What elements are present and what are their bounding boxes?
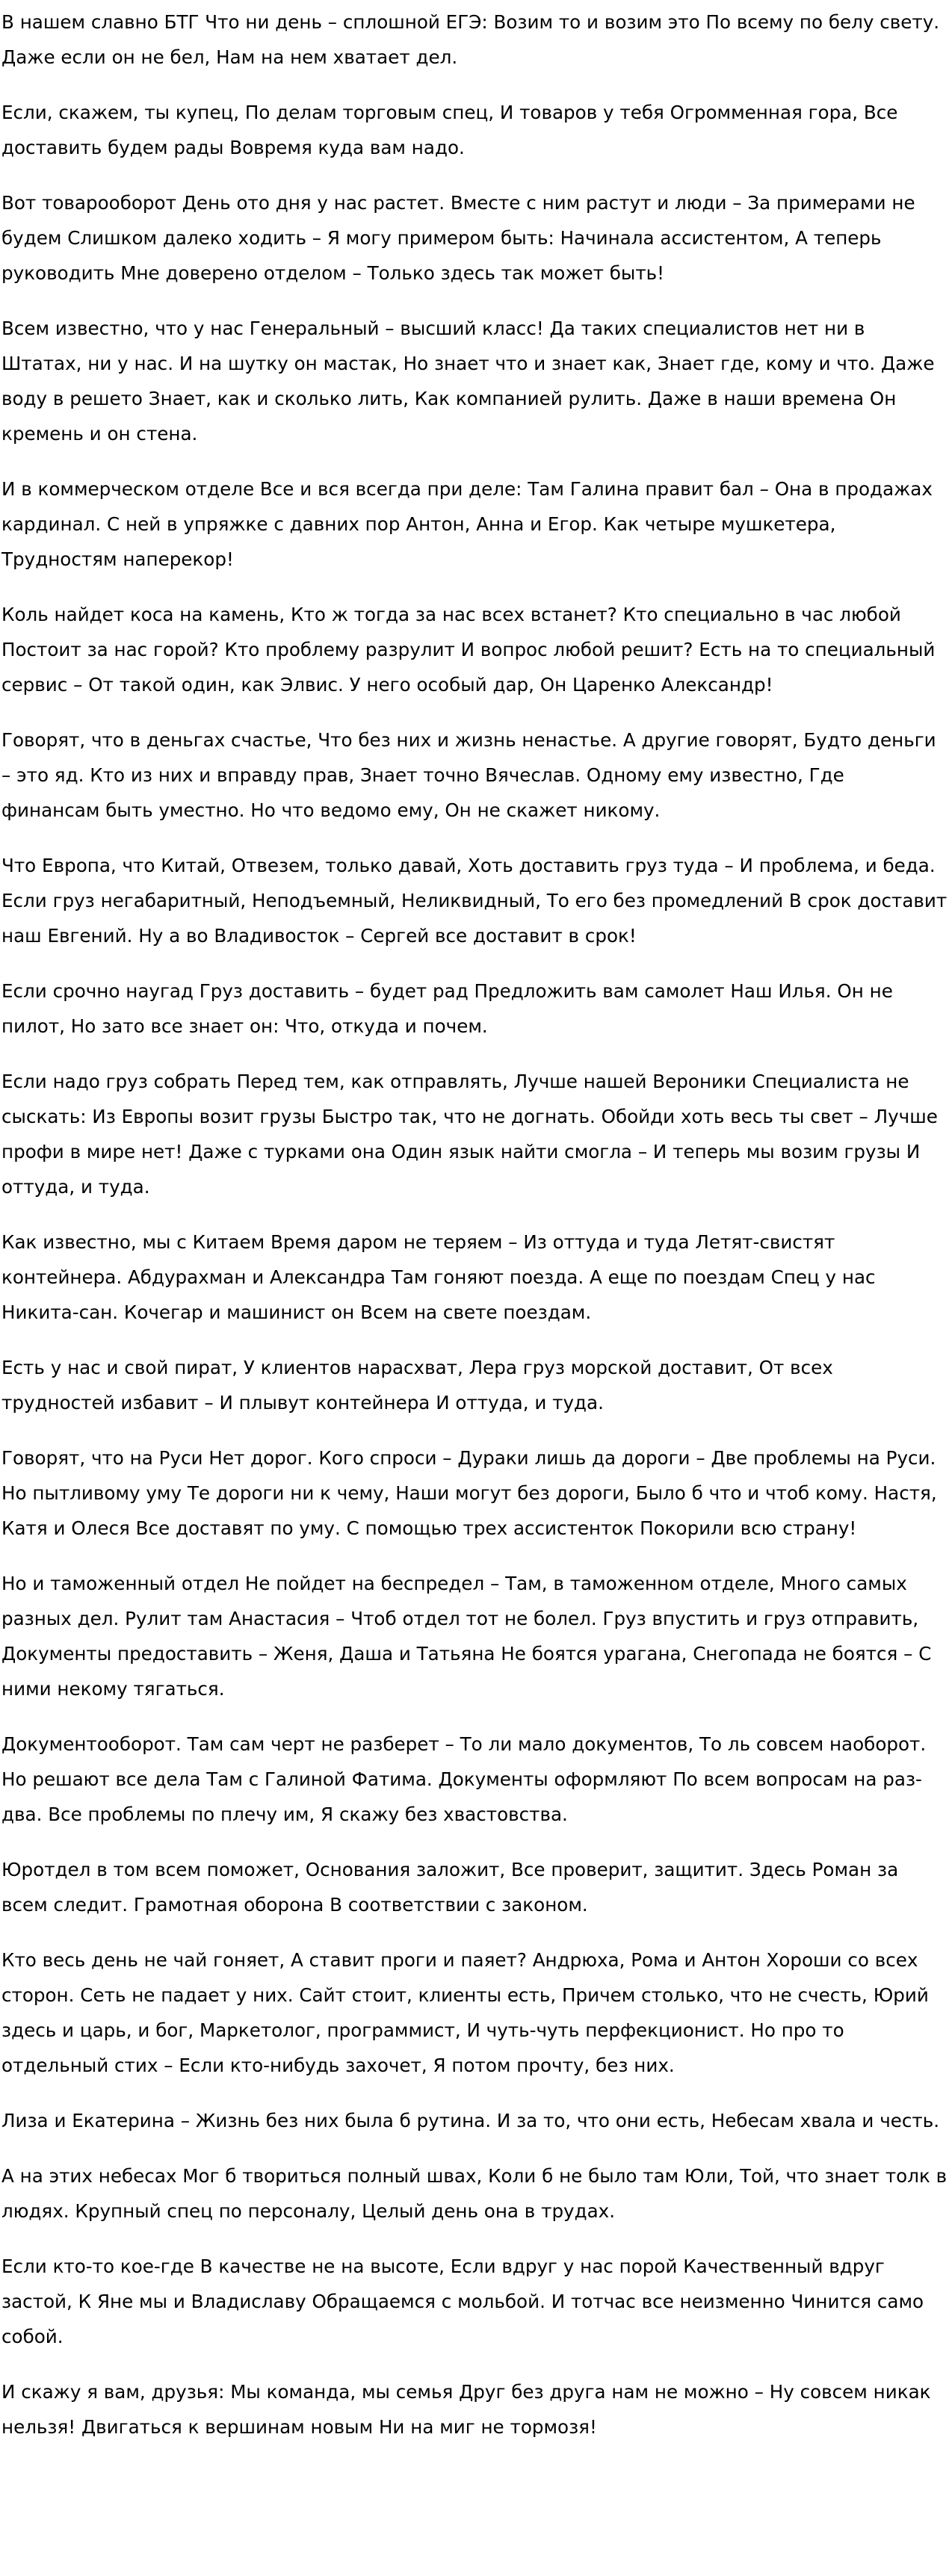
paragraph-20: Если кто-то кое-где В качестве не на высоте, Если вдруг у нас порой Качественный вдруг застой, К Яне мы и Владиславу Обращаемся с мольбой. И тотчас все неизменно Чинится само собой. — [1, 2255, 924, 2347]
paragraph-13: Говорят, что на Руси Нет дорог. Кого спроси – Дураки лишь да дороги – Две проблемы на Руси. Но пытливому уму Те дороги ни к чему, Наши могут без дороги, Было б что и чтоб кому. Настя, Катя и Олеся Все доставят по уму. С помощью трех ассистенток Покорили всю страну! — [1, 1447, 937, 1539]
paragraph-17: Кто весь день не чай гоняет, А ставит проги и паяет? Андрюха, Рома и Антон Хороши со всех сторон. Сеть не падает у них. Сайт стоит, клиенты есть, Причем столько, что не счесть, Юрий здесь и царь, и бог, Маркетолог, программист, И чуть-чуть перфекционист. Но про то отдельный стих – Если кто-нибудь захочет, Я потом прочту, без них. — [1, 1949, 929, 2076]
paragraph-19: А на этих небесах Мог б твориться полный швах, Коли б не было там Юли, Той, что знает толк в людях. Крупный спец по персоналу, Целый день она в трудах. — [1, 2165, 948, 2222]
paragraph-10: Если надо груз собрать Перед тем, как отправлять, Лучше нашей Вероники Специалиста не сыскать: Из Европы возит грузы Быстро так, что не догнать. Обойди хоть весь ты свет – Лучше профи в мире нет! Даже с турками она Один язык найти смогла – И теперь мы возим грузы И оттуда, и туда. — [1, 1071, 938, 1198]
paragraph-18: Лиза и Екатерина – Жизнь без них была б рутина. И за то, что они есть, Небесам хвала и честь. — [1, 2110, 940, 2131]
paragraph-21: И скажу я вам, друзья: Мы команда, мы семья Друг без друга нам не можно – Ну совсем никак нельзя! Двигаться к вершинам новым Ни на миг не тормозя! — [1, 2381, 931, 2438]
paragraph-15: Документооборот. Там сам черт не разберет – То ли мало документов, То ль совсем наоборот. Но решают все дела Там с Галиной Фатима. Документы оформляют По всем вопросам на раз-два. Все проблемы по плечу им, Я скажу без хвастовства. — [1, 1733, 927, 1825]
paragraph-12: Есть у нас и свой пират, У клиентов нарасхват, Лера груз морской доставит, От всех трудностей избавит – И плывут контейнера И оттуда, и туда. — [1, 1357, 833, 1414]
paragraph-9: Если срочно наугад Груз доставить – будет рад Предложить вам самолет Наш Илья. Он не пилот, Но зато все знает он: Что, откуда и почем. — [1, 980, 893, 1037]
paragraph-14: Но и таможенный отдел Не пойдет на беспредел – Там, в таможенном отделе, Много самых разных дел. Рулит там Анастасия – Чтоб отдел тот не болел. Груз впустить и груз отправить, Документы предоставить – Женя, Даша и Татьяна Не боятся урагана, Снегопада не боятся – С ними некому тягаться. — [1, 1573, 932, 1700]
paragraph-3: Вот товарооборот День ото дня у нас растет. Вместе с ним растут и люди – За примерами не будем Слишком далеко ходить – Я могу примером быть: Начинала ассистентом, А теперь руководить Мне доверено отделом – Только здесь так может быть! — [1, 192, 915, 284]
poem-document — [1, 4, 948, 2445]
paragraph-5: И в коммерческом отделе Все и вся всегда при деле: Там Галина правит бал – Она в продажах кардинал. С ней в упряжке с давних пор Антон, Анна и Егор. Как четыре мушкетера, Трудностям наперекор! — [1, 478, 933, 570]
paragraph-2: Если, скажем, ты купец, По делам торговым спец, И товаров у тебя Огромменная гора, Все доставить будем рады Вовремя куда вам надо. — [1, 102, 898, 158]
paragraph-8: Что Европа, что Китай, Отвезем, только давай, Хоть доставить груз туда – И проблема, и беда. Если груз негабаритный, Неподъемный, Неликвидный, То его без промедлений В срок доставит наш Евгений. Ну а во Владивосток – Сергей все доставит в срок! — [1, 855, 948, 947]
paragraph-6: Коль найдет коса на камень, Кто ж тогда за нас всех встанет? Кто специально в час любой Постоит за нас горой? Кто проблему разрулит И вопрос любой решит? Есть на то специальный сервис – От такой один, как Элвис. У него особый дар, Он Царенко Александр! — [1, 604, 936, 696]
paragraph-11: Как известно, мы с Китаем Время даром не теряем – Из оттуда и туда Летят-свистят контейнера. Абдурахман и Александра Там гоняют поезда. А еще по поездам Спец у нас Никита-сан. Кочегар и машинист он Всем на свете поездам. — [1, 1231, 876, 1323]
paragraph-4: Всем известно, что у нас Генеральный – высший класс! Да таких специалистов нет ни в Штатах, ни у нас. И на шутку он мастак, Но знает что и знает как, Знает где, кому и что. Даже воду в решето Знает, как и сколько лить, Как компанией рулить. Даже в наши времена Он кремень и он стена. — [1, 318, 935, 445]
paragraph-16: Юротдел в том всем поможет, Основания заложит, Все проверит, защитит. Здесь Роман за всем следит. Грамотная оборона В соответствии с законом. — [1, 1859, 899, 1916]
paragraph-1: В нашем славно БТГ Что ни день – сплошной ЕГЭ: Возим то и возим это По всему по белу свету. Даже если он не бел, Нам на нем хватает дел. — [1, 11, 940, 68]
paragraph-7: Говорят, что в деньгах счастье, Что без них и жизнь ненастье. А другие говорят, Будто деньги – это яд. Кто из них и вправду прав, Знает точно Вячеслав. Одному ему известно, Где финансам быть уместно. Но что ведомо ему, Он не скажет никому. — [1, 729, 936, 821]
